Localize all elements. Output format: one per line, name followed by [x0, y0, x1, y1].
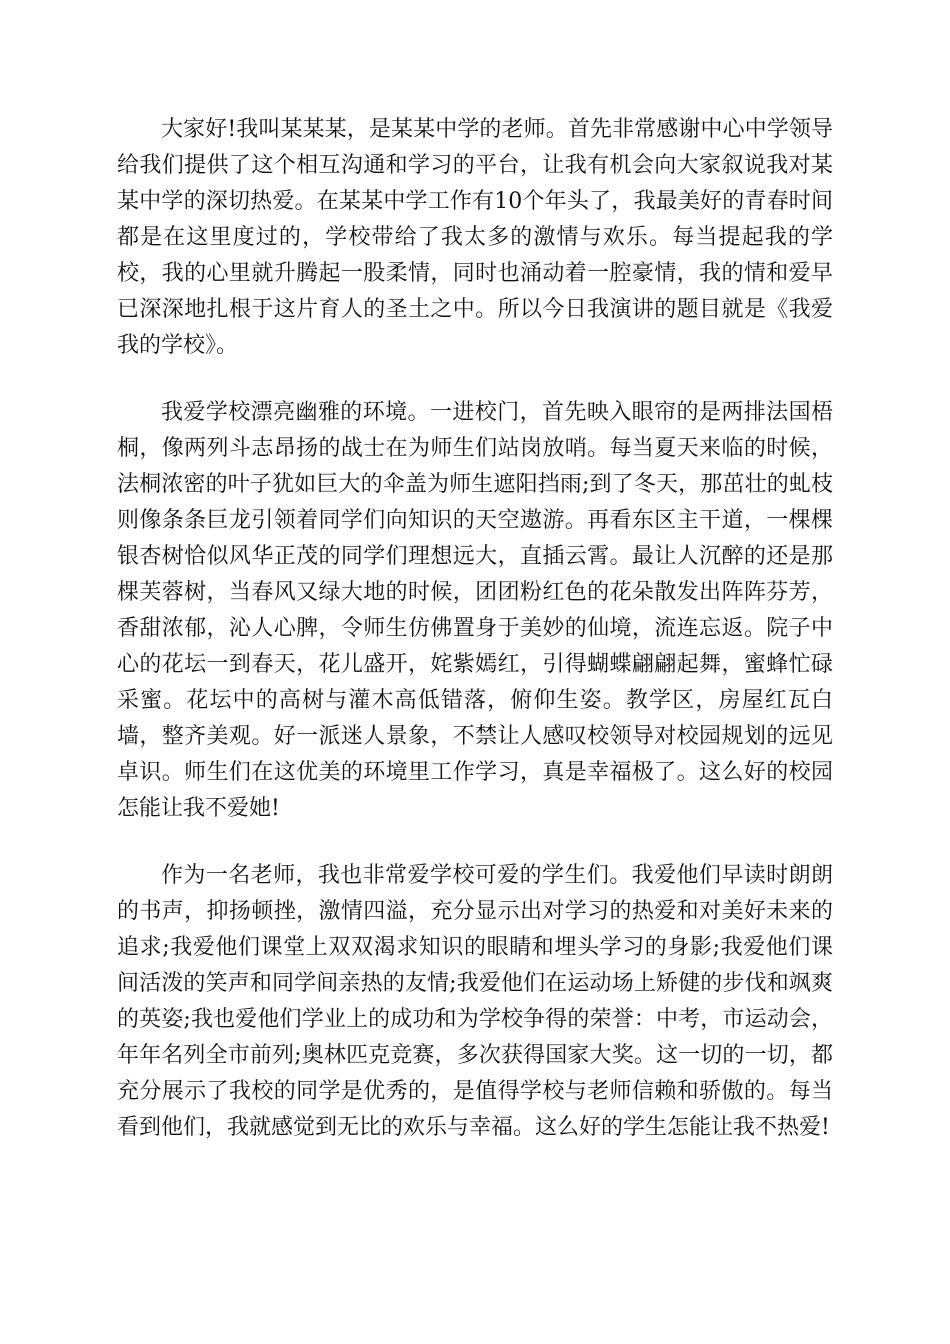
paragraph-students: 作为一名老师，我也非常爱学校可爱的学生们。我爱他们早读时朗朗的书声，抑扬顿挫，激情四溢，充分显示出对学习的热爱和对美好未来的追求;我爱他们课堂上双双渴求知识的眼睛和埋头学习的身影;我爱他们课间活泼的笑声和同学间亲热的友情;我爱他们在运动场上矫健的步伐和飒爽的英姿;我也爱他们学业上的成功和为学校争得的荣誉：中考，市运动会，年年名列全市前列;奥林匹克竞赛，多次获得国家大奖。这一切的一切，都充分展示了我校的同学是优秀的，是值得学校与老师信赖和骄傲的。每当看到他们，我就感觉到无比的欢乐与幸福。这么好的学生怎能让我不热爱!: [117, 863, 833, 1140]
paragraph-environment: 我爱学校漂亮幽雅的环境。一进校门，首先映入眼帘的是两排法国梧桐，像两列斗志昂扬的战士在为师生们站岗放哨。每当夏天来临的时候，法桐浓密的叶子犹如巨大的伞盖为师生遮阳挡雨;到了冬天，那茁壮的虬枝则像条条巨龙引领着同学们向知识的天空遨游。再看东区主干道，一棵棵银杏树恰似风华正茂的同学们理想远大，直插云霄。最让人沉醉的还是那棵芙蓉树，当春风又绿大地的时候，团团粉红色的花朵散发出阵阵芬芳，香甜浓郁，沁人心脾，令师生仿佛置身于美妙的仙境，流连忘返。院子中心的花坛一到春天，花儿盛开，姹紫嫣红，引得蝴蝶翩翩起舞，蜜蜂忙碌采蜜。花坛中的高树与灌木高低错落，俯仰生姿。教学区，房屋红瓦白墙，整齐美观。好一派迷人景象，不禁让人感叹校领导对校园规划的远见卓识。师生们在这优美的环境里工作学习，真是幸福极了。这么好的校园怎能让我不爱她!: [117, 400, 833, 821]
paragraph-greeting: 大家好!我叫某某某，是某某中学的老师。首先非常感谢中心中学领导给我们提供了这个相互沟通和学习的平台，让我有机会向大家叙说我对某某中学的深切热爱。在某某中学工作有10个年头了，我最美好的青春时间都是在这里度过的，学校带给了我太多的激情与欢乐。每当提起我的学校，我的心里就升腾起一股柔情，同时也涌动着一腔豪情，我的情和爱早已深深地扎根于这片育人的圣土之中。所以今日我演讲的题目就是《我爱我的学校》。: [117, 117, 833, 358]
document-body: [117, 112, 833, 1177]
